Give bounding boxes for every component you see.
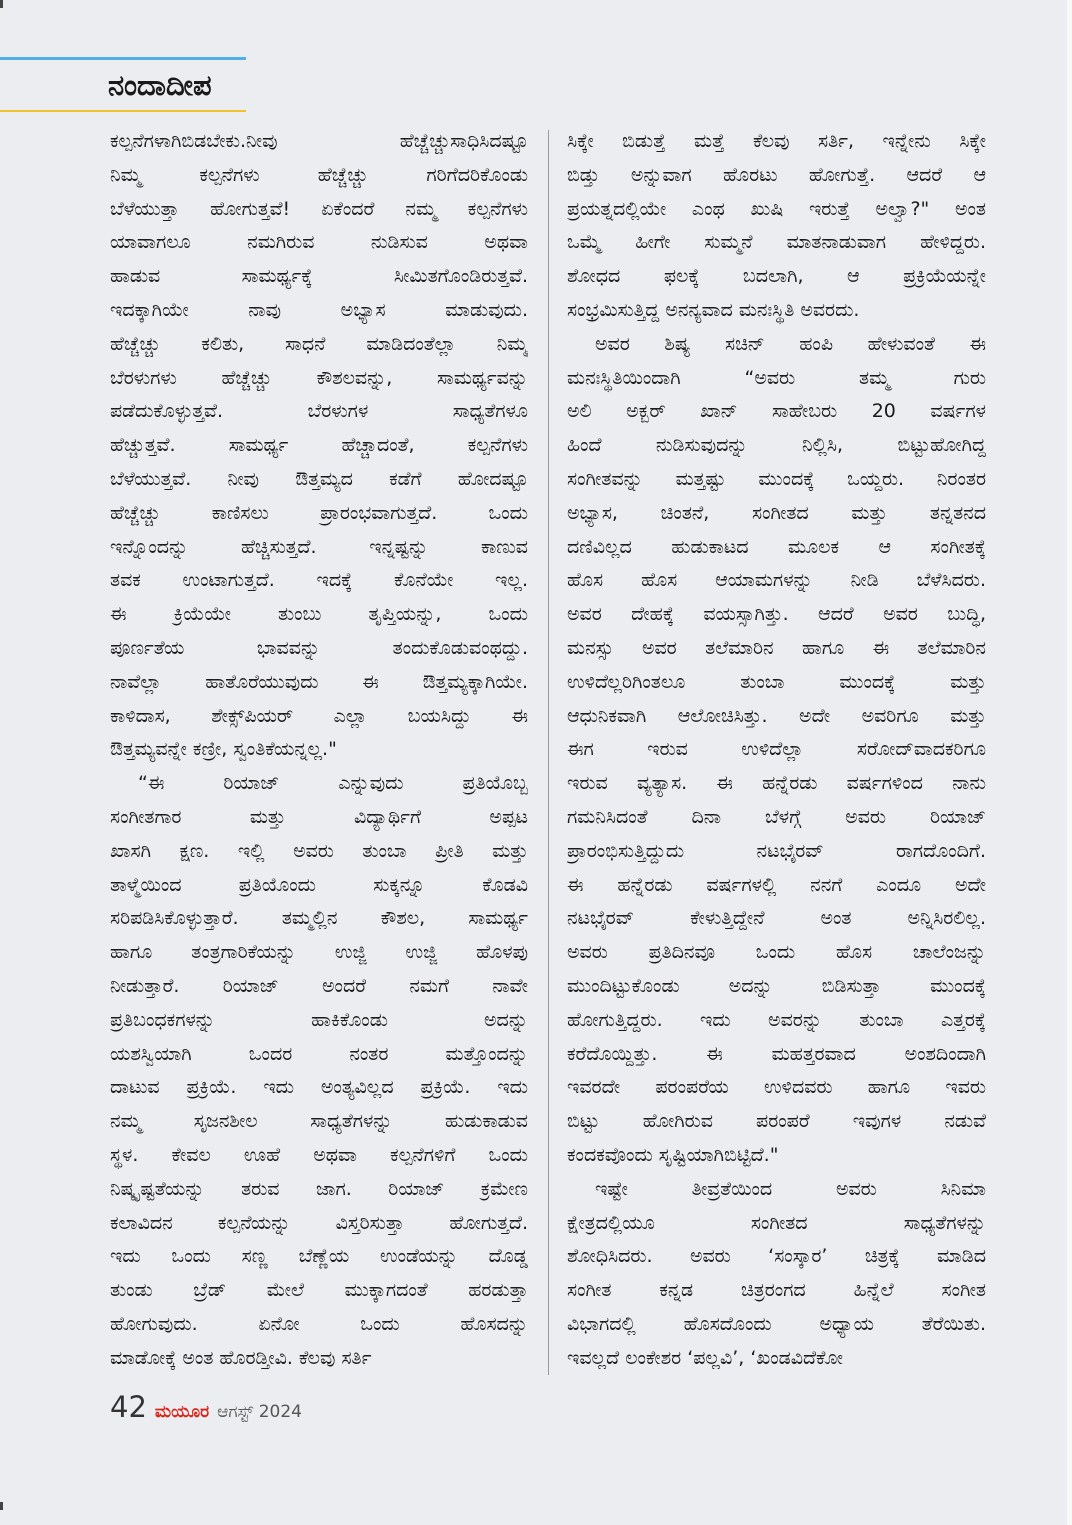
- text-line: ತವಕ ಉಂಟಾಗುತ್ತದೆ. ಇದಕ್ಕೆ ಕೊನೆಯೇ ಇಲ್ಲ.: [110, 569, 528, 592]
- text-line: ಇವಲ್ಲದೆ ಲಂಕೇಶರ ‘ಪಲ್ಲವಿ’, ‘ಖಂಡವಿದೆಕೋ: [567, 1346, 843, 1369]
- text-line: ಮುಂದಿಟ್ಟುಕೊಂಡು ಅದನ್ನು ಬಿಡಿಸುತ್ತಾ ಮುಂದಕ್ಕೆ: [567, 974, 986, 997]
- text-line: ಬಿಡ್ತು ಅನ್ನುವಾಗ ಹೊರಟು ಹೋಗುತ್ತೆ. ಆದರೆ ಆ: [567, 163, 986, 186]
- text-line: ಪೂರ್ಣತೆಯ ಭಾವವನ್ನು ತಂದುಕೊಡುವಂಥದ್ದು.: [110, 636, 528, 659]
- text-line: ಇದು ಒಂದು ಸಣ್ಣ ಬೆಣ್ಣೆಯ ಉಂಡೆಯನ್ನು ದೊಡ್ಡ: [110, 1245, 528, 1268]
- text-line: ಕರೆದೊಯ್ದಿತ್ತು. ಈ ಮಹತ್ತರವಾದ ಅಂಶದಿಂದಾಗಿ: [567, 1042, 986, 1065]
- text-line: ಪ್ರತಿಬಂಧಕಗಳನ್ನು ಹಾಕಿಕೊಂಡು ಅದನ್ನು: [110, 1008, 528, 1031]
- text-line: ಹಾಗೂ ತಂತ್ರಗಾರಿಕೆಯನ್ನು ಉಜ್ಜಿ ಉಜ್ಜಿ ಹೊಳಪು: [110, 941, 528, 964]
- text-line: ಸಿಕ್ಕೇ ಬಿಡುತ್ತೆ ಮತ್ತೆ ಕೆಲವು ಸರ್ತಿ, ಇನ್ನೇನು ಸಿಕ್ಕೇ: [567, 130, 986, 152]
- column-divider: [548, 130, 549, 1375]
- text-line: ಇರುವ ವ್ಯತ್ಯಾಸ. ಈ ಹನ್ನೆರಡು ವರ್ಷಗಳಿಂದ ನಾನು: [567, 772, 986, 795]
- magazine-name: ಮಯೂರ: [154, 1402, 210, 1422]
- text-line: ಖಾಸಗಿ ಕ್ಷಣ. ಇಲ್ಲಿ ಅವರು ತುಂಬಾ ಪ್ರೀತಿ ಮತ್ತು: [110, 839, 528, 862]
- text-line: ಶೋಧದ ಫಲಕ್ಕೆ ಬದಲಾಗಿ, ಆ ಪ್ರಕ್ರಿಯೆಯನ್ನೇ: [567, 265, 986, 288]
- text-line: ಇವರದೇ ಪರಂಪರೆಯ ಉಳಿದವರು ಹಾಗೂ ಇವರು: [567, 1076, 986, 1099]
- text-line: ಹೊಸ ಹೊಸ ಆಯಾಮಗಳನ್ನು ನೀಡಿ ಬೆಳೆಸಿದರು.: [567, 569, 986, 592]
- article-column-right: [567, 125, 986, 1375]
- text-line: ಈ ಕ್ರಿಯೆಯೇ ತುಂಬು ತೃಪ್ತಿಯನ್ನು, ಒಂದು: [110, 603, 528, 626]
- text-line: ಯಾವಾಗಲೂ ನಮಗಿರುವ ನುಡಿಸುವ ಅಥವಾ: [110, 231, 528, 254]
- text-line: ಈಗ ಇರುವ ಉಳಿದೆಲ್ಲಾ ಸರೋದ್‌ವಾದಕರಿಗೂ: [567, 738, 986, 761]
- text-line: ಅವರು ಪ್ರತಿದಿನವೂ ಒಂದು ಹೊಸ ಚಾಲೆಂಜನ್ನು: [567, 941, 986, 964]
- text-line: ಇದಕ್ಕಾಗಿಯೇ ನಾವು ಅಭ್ಯಾಸ ಮಾಡುವುದು.: [110, 298, 528, 321]
- article-column-left: [110, 125, 528, 1375]
- text-line: ಬೆರಳುಗಳು ಹೆಚ್ಚೆಚ್ಚು ಕೌಶಲವನ್ನು, ಸಾಮರ್ಥ್ಯವನ್ನು: [110, 366, 528, 389]
- text-line: ಹಾಡುವ ಸಾಮರ್ಥ್ಯಕ್ಕೆ ಸೀಮಿತಗೊಂಡಿರುತ್ತವೆ.: [110, 265, 528, 288]
- text-line: ನಿಮ್ಮ ಕಲ್ಪನೆಗಳು ಹೆಚ್ಚೆಚ್ಚು ಗರಿಗೆದರಿಕೊಂಡು: [110, 163, 528, 186]
- text-line: ಇನ್ನೊಂದನ್ನು ಹೆಚ್ಚಿಸುತ್ತದೆ. ಇನ್ನಷ್ಟನ್ನು ಕಾಣುವ: [110, 535, 528, 558]
- text-line: ಸಂಗೀತಗಾರ ಮತ್ತು ವಿದ್ಯಾರ್ಥಿಗೆ ಅಪ್ಪಟ: [110, 805, 528, 828]
- text-line: ಬೆಳೆಯುತ್ತಾ ಹೋಗುತ್ತವೆ! ಏಕೆಂದರೆ ನಮ್ಮ ಕಲ್ಪನೆಗಳು: [110, 197, 528, 220]
- text-line: ವಿಭಾಗದಲ್ಲಿ ಹೊಸದೊಂದು ಅಧ್ಯಾಯ ತೆರೆಯಿತು.: [567, 1312, 986, 1335]
- text-line: ಹೆಚ್ಚೆಚ್ಚು ಕಾಣಿಸಲು ಪ್ರಾರಂಭವಾಗುತ್ತದೆ. ಒಂದು: [110, 501, 528, 524]
- text-line: ಕ್ಷೇತ್ರದಲ್ಲಿಯೂ ಸಂಗೀತದ ಸಾಧ್ಯತೆಗಳನ್ನು: [567, 1211, 986, 1234]
- text-line: ಪ್ರಾರಂಭಿಸುತ್ತಿದ್ದುದು ನಟಭೈರವ್ ರಾಗದೊಂದಿಗೆ.: [567, 839, 986, 862]
- text-line: ಔತ್ತಮ್ಯವನ್ನೇ ಕಣ್ರೀ, ಸ್ವಂತಿಕೆಯನ್ನಲ್ಲ.": [110, 738, 337, 761]
- text-line: ಹೆಚ್ಚುತ್ತವೆ. ಸಾಮರ್ಥ್ಯ ಹೆಚ್ಚಾದಂತೆ, ಕಲ್ಪನೆಗಳು: [110, 434, 528, 457]
- text-line: ಮನಃಸ್ಥಿತಿಯಿಂದಾಗಿ “ಅವರು ತಮ್ಮ ಗುರು: [567, 366, 986, 389]
- text-line: ಸಂಗೀತವನ್ನು ಮತ್ತಷ್ಟು ಮುಂದಕ್ಕೆ ಒಯ್ದರು. ನಿರಂತರ: [567, 467, 986, 490]
- text-line: ಮನಸ್ಸು ಅವರ ತಲೆಮಾರಿನ ಹಾಗೂ ಈ ತಲೆಮಾರಿನ: [567, 636, 986, 659]
- text-line: ಪಡೆದುಕೊಳ್ಳುತ್ತವೆ. ಬೆರಳುಗಳ ಸಾಧ್ಯತೆಗಳೂ: [110, 400, 528, 423]
- text-line: ಶೋಧಿಸಿದರು. ಅವರು ‘ಸಂಸ್ಕಾರ’ ಚಿತ್ರಕ್ಕೆ ಮಾಡಿದ: [567, 1245, 986, 1268]
- text-line: ಸಂಭ್ರಮಿಸುತ್ತಿದ್ದ ಅನನ್ಯವಾದ ಮನಃಸ್ಥಿತಿ ಅವರದು.: [567, 298, 860, 321]
- text-line: ನೀಡುತ್ತಾರೆ. ರಿಯಾಜ್ ಅಂದರೆ ನಮಗೆ ನಾವೇ: [110, 974, 528, 997]
- text-line: ಅಲಿ ಅಕ್ಬರ್ ಖಾನ್ ಸಾಹೇಬರು 20 ವರ್ಷಗಳ: [567, 400, 986, 423]
- text-line: ದಾಟುವ ಪ್ರಕ್ರಿಯೆ. ಇದು ಅಂತ್ಯವಿಲ್ಲದ ಪ್ರಕ್ರಿಯೆ. ಇದು: [110, 1076, 528, 1099]
- text-line: ಹೋಗುವುದು. ಏನೋ ಒಂದು ಹೊಸದನ್ನು: [110, 1312, 528, 1335]
- text-line: ಅಭ್ಯಾಸ, ಚಿಂತನೆ, ಸಂಗೀತದ ಮತ್ತು ತನ್ನತನದ: [567, 501, 986, 524]
- text-line: ಸರಿಪಡಿಸಿಕೊಳ್ಳುತ್ತಾರೆ. ತಮ್ಮಲ್ಲಿನ ಕೌಶಲ, ಸಾಮರ್ಥ್ಯ: [110, 907, 528, 930]
- text-line: ಪ್ರಯತ್ನದಲ್ಲಿಯೇ ಎಂಥ ಖುಷಿ ಇರುತ್ತೆ ಅಲ್ವಾ?" ಅಂತ: [567, 197, 986, 220]
- text-line: ಈ ಹನ್ನೆರಡು ವರ್ಷಗಳಲ್ಲಿ ನನಗೆ ಎಂದೂ ಅದೇ: [567, 873, 986, 896]
- text-line: ತುಂಡು ಬ್ರೆಡ್ ಮೇಲೆ ಮುಕ್ಕಾಗದಂತೆ ಹರಡುತ್ತಾ: [110, 1279, 528, 1302]
- text-line: ಬೆಳೆಯುತ್ತವೆ. ನೀವು ಔತ್ತಮ್ಯದ ಕಡೆಗೆ ಹೋದಷ್ಟೂ: [110, 467, 528, 490]
- text-line: ಆಧುನಿಕವಾಗಿ ಆಲೋಚಿಸಿತ್ತು. ಅದೇ ಅವರಿಗೂ ಮತ್ತು: [567, 704, 986, 727]
- text-line: ಬಿಟ್ಟು ಹೋಗಿರುವ ಪರಂಪರೆ ಇವುಗಳ ನಡುವೆ: [567, 1110, 986, 1133]
- section-header: [0, 57, 246, 112]
- text-line: ಕಲಾವಿದನ ಕಲ್ಪನೆಯನ್ನು ವಿಸ್ತರಿಸುತ್ತಾ ಹೋಗುತ್ತದೆ.: [110, 1211, 528, 1234]
- text-line: ಅವರ ದೇಹಕ್ಕೆ ವಯಸ್ಸಾಗಿತ್ತು. ಆದರೆ ಅವರ ಬುದ್ಧಿ,: [567, 603, 986, 626]
- text-line: ಉಳಿದೆಲ್ಲರಿಗಿಂತಲೂ ತುಂಬಾ ಮುಂದಕ್ಕೆ ಮತ್ತು: [567, 670, 986, 693]
- page-number: 42: [110, 1390, 147, 1424]
- text-line: “ಈ ರಿಯಾಜ್ ಎನ್ನುವುದು ಪ್ರತಿಯೊಬ್ಬ: [138, 772, 528, 795]
- text-line: ನಟಭೈರವ್ ಕೇಳುತ್ತಿದ್ದೇನೆ ಅಂತ ಅನ್ನಿಸಿರಲಿಲ್ಲ.: [567, 907, 986, 930]
- text-line: ನಮ್ಮ ಸೃಜನಶೀಲ ಸಾಧ್ಯತೆಗಳನ್ನು ಹುಡುಕಾಡುವ: [110, 1110, 528, 1133]
- text-line: ಹೋಗುತ್ತಿದ್ದರು. ಇದು ಅವರನ್ನು ತುಂಬಾ ಎತ್ತರಕ್ಕೆ: [567, 1008, 986, 1031]
- text-line: ಒಮ್ಮೆ ಹೀಗೇ ಸುಮ್ಮನೆ ಮಾತನಾಡುವಾಗ ಹೇಳಿದ್ದರು.: [567, 231, 986, 254]
- page-footer: [110, 1390, 302, 1430]
- text-line: ಇಷ್ಟೇ ತೀವ್ರತೆಯಿಂದ ಅವರು ಸಿನಿಮಾ: [595, 1177, 986, 1200]
- issue-date: ಆಗಸ್ಟ್ 2024: [217, 1402, 302, 1422]
- text-line: ಹಿಂದೆ ನುಡಿಸುವುದನ್ನು ನಿಲ್ಲಿಸಿ, ಬಿಟ್ಟುಹೋಗಿದ್ದ: [567, 434, 986, 457]
- text-line: ದಣಿವಿಲ್ಲದ ಹುಡುಕಾಟದ ಮೂಲಕ ಆ ಸಂಗೀತಕ್ಕೆ: [567, 535, 986, 558]
- text-line: ಕಲ್ಪನೆಗಳಾಗಿಬಿಡಬೇಕು.ನೀವು ಹೆಚ್ಚೆಚ್ಚುಸಾಧಿಸಿದಷ್ಟೂ: [110, 130, 528, 152]
- text-line: ನಾವೆಲ್ಲಾ ಹಾತೊರೆಯುವುದು ಈ ಔತ್ತಮ್ಯಕ್ಕಾಗಿಯೇ.: [110, 670, 528, 693]
- text-line: ಯಶಸ್ವಿಯಾಗಿ ಒಂದರ ನಂತರ ಮತ್ತೊಂದನ್ನು: [110, 1042, 528, 1065]
- text-line: ಅವರ ಶಿಷ್ಯ ಸಚಿನ್ ಹಂಪಿ ಹೇಳುವಂತೆ ಈ: [595, 332, 986, 355]
- text-line: ನಿಷ್ಕೃಷ್ಟತೆಯನ್ನು ತರುವ ಜಾಗ. ರಿಯಾಜ್ ಕ್ರಮೇಣ: [110, 1177, 528, 1200]
- text-line: ಸಂಗೀತ ಕನ್ನಡ ಚಿತ್ರರಂಗದ ಹಿನ್ನೆಲೆ ಸಂಗೀತ: [567, 1279, 986, 1302]
- page-corner-mark-bottom: [0, 1502, 3, 1510]
- text-line: ಕಂದಕವೊಂದು ಸೃಷ್ಟಿಯಾಗಿಬಿಟ್ಟಿದೆ.": [567, 1143, 779, 1166]
- section-title: ನಂದಾದೀಪ: [108, 68, 212, 102]
- text-line: ಮಾಡೋಕ್ಕೆ ಅಂತ ಹೊರಡ್ತೀವಿ. ಕೆಲವು ಸರ್ತಿ: [110, 1346, 372, 1369]
- page-right-margin: [1067, 0, 1072, 1525]
- text-line: ಗಮನಿಸಿದಂತೆ ದಿನಾ ಬೆಳಗ್ಗೆ ಅವರು ರಿಯಾಜ್: [567, 805, 986, 828]
- text-line: ತಾಳ್ಮೆಯಿಂದ ಪ್ರತಿಯೊಂದು ಸುಕ್ಕನ್ನೂ ಕೊಡವಿ: [110, 873, 528, 896]
- text-line: ಕಾಳಿದಾಸ, ಶೇಕ್ಸ್‌ಪಿಯರ್ ಎಲ್ಲಾ ಬಯಸಿದ್ದು ಈ: [110, 704, 528, 727]
- text-line: ಹೆಚ್ಚೆಚ್ಚು ಕಲಿತು, ಸಾಧನೆ ಮಾಡಿದಂತೆಲ್ಲಾ ನಿಮ್ಮ: [110, 332, 528, 355]
- page-corner-mark-top: [0, 0, 3, 8]
- text-line: ಸ್ಥಳ. ಕೇವಲ ಊಹೆ ಅಥವಾ ಕಲ್ಪನೆಗಳಿಗೆ ಒಂದು: [110, 1143, 528, 1166]
